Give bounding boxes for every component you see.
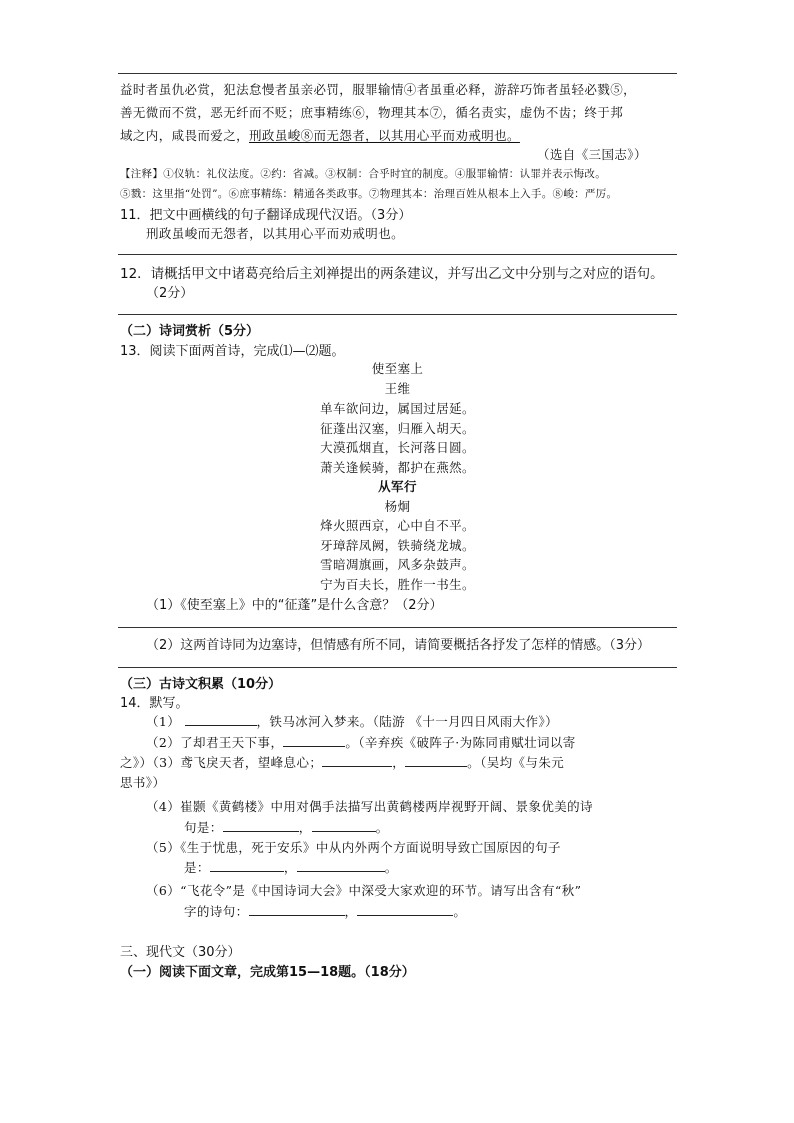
blank-field[interactable] — [297, 860, 385, 872]
passage-line-2: 善无微而不赏，恶无纤而不贬；庶事精练⑥，物理其本⑦，循名责实，虚伪不齿；终于邦 — [120, 105, 624, 120]
passage-line-1: 益时者虽仇必赏，犯法怠慢者虽亲必罚，服罪输情④者虽重必释，游辞巧饰者虽轻必戮⑤， — [120, 82, 637, 97]
poem1-title: 使至塞上 — [371, 361, 424, 376]
note-line-2: ⑤戮：这里指“处罚”。⑥庶事精练：精通各类政事。⑦物理其本：治理百姓从根本上入手。⑧峻：严厉。 — [120, 188, 618, 200]
item-text: ，铁马冰河入梦来。（陆游 《十一月四日风雨大作》） — [256, 714, 559, 729]
item-text: （2）了却君王天下事， — [146, 735, 284, 750]
poem2-line: 牙璋辞凤阙，铁骑绕龙城。 — [320, 538, 475, 553]
blank-field[interactable] — [322, 755, 392, 767]
fill-item-6-answer — [184, 902, 466, 920]
underlined-sentence: 刑政虽峻⑧而无怨者，以其用心平而劝戒明也。 — [249, 128, 520, 143]
poem2-title: 从军行 — [378, 479, 417, 494]
q12-prompt: 12．请概括甲文中诸葛亮给后主刘禅提出的两条建议，并写出乙文中分别与之对应的语句。 — [120, 266, 664, 282]
item-text: ， — [344, 904, 358, 919]
item-text: 。 — [375, 820, 389, 835]
answer-line — [118, 314, 677, 315]
item-text: 之》）（3）鸢飞戾天者，望峰息心； — [120, 755, 323, 770]
poem1-line: 征蓬出汉塞，归雁入胡天。 — [320, 421, 475, 436]
fill-item-1 — [146, 712, 558, 730]
note-line-1: 【注释】①仪轨：礼仪法度。②约：省减。③权制：合乎时宜的制度。④服罪输情：认罪并表示悔改。 — [120, 168, 606, 180]
fill-item-5-answer — [184, 858, 398, 876]
answer-line — [118, 254, 677, 255]
blank-field[interactable] — [185, 714, 257, 726]
poem2-line: 雪暗凋旗画，风多杂鼓声。 — [320, 557, 475, 572]
fill-item-4: （4）崔颢《黄鹤楼》中用对偶手法描写出黄鹤楼两岸视野开阔、景象优美的诗 — [146, 799, 593, 814]
fill-item-2-3 — [120, 753, 564, 771]
blank-field[interactable] — [405, 755, 467, 767]
q13-2-prompt: （2）这两首诗同为边塞诗，但情感有所不同，请简要概括各抒发了怎样的情感。（3分） — [146, 638, 651, 653]
q12-points: （2分） — [146, 286, 194, 301]
poem1-line: 单车欲问边，属国过居延。 — [320, 401, 475, 416]
item-number: （1） — [146, 714, 181, 729]
q14-prompt: 14．默写。 — [120, 696, 189, 711]
blank-field[interactable] — [249, 904, 345, 916]
item-text: 字的诗句： — [184, 904, 249, 919]
poem1-author: 王维 — [384, 381, 411, 396]
item-text: ， — [298, 820, 312, 835]
q13-prompt: 13．阅读下面两首诗，完成⑴—⑵题。 — [120, 344, 345, 359]
item-text: ， — [392, 755, 406, 770]
passage-line-3-start: 域之内，咸畏而爱之， — [120, 128, 250, 143]
fill-item-3-source: 思书》） — [120, 775, 166, 790]
answer-line — [118, 667, 677, 668]
blank-field[interactable] — [283, 735, 345, 747]
section3-heading: （三）古诗文积累（10分） — [120, 677, 282, 692]
part3-subheading: （一）阅读下面文章，完成第15—18题。（18分） — [120, 965, 415, 980]
q13-1-prompt: （1）《使至塞上》中的“征蓬”是什么含意？（2分） — [146, 598, 443, 613]
answer-line — [118, 627, 677, 628]
poem1-line: 大漠孤烟直，长河落日圆。 — [320, 440, 475, 455]
fill-item-2 — [146, 733, 576, 751]
blank-field[interactable] — [223, 820, 299, 832]
blank-field[interactable] — [357, 904, 453, 916]
item-text: 句是： — [184, 820, 223, 835]
fill-item-4-answer — [184, 818, 389, 836]
q11-prompt: 11．把文中画横线的句子翻译成现代汉语。（3分） — [120, 208, 412, 223]
item-text: 。（吴均《与朱元 — [467, 755, 565, 770]
fill-item-5: （5）《生于忧患，死于安乐》中从内外两个方面说明导致亡国原因的句子 — [146, 840, 561, 855]
item-text: ， — [283, 860, 297, 875]
q11-sentence: 刑政虽峻而无怨者，以其用心平而劝戒明也。 — [146, 226, 405, 241]
blank-field[interactable] — [312, 820, 376, 832]
passage-line-3 — [120, 126, 520, 144]
poem1-line: 萧关逢候骑，都护在燕然。 — [320, 460, 475, 475]
item-text: 。 — [384, 860, 398, 875]
top-rule — [118, 73, 677, 74]
poem2-line: 烽火照西京，心中自不平。 — [320, 518, 475, 533]
poem2-author: 杨炯 — [384, 499, 411, 514]
part3-heading: 三、现代文（30分） — [120, 945, 241, 960]
item-text: 。（辛弃疾《破阵子·为陈同甫赋壮词以寄 — [345, 735, 576, 750]
fill-item-6: （6）“飞花令”是《中国诗词大会》中深受大家欢迎的环节。请写出含有“秋” — [146, 883, 582, 898]
item-text: 。 — [453, 904, 467, 919]
item-text: 是： — [184, 860, 210, 875]
blank-field[interactable] — [210, 860, 284, 872]
section2-heading: （二）诗词赏析（5分） — [120, 324, 260, 339]
poem2-line: 宁为百夫长，胜作一书生。 — [320, 577, 475, 592]
passage-source: （选自《三国志》） — [537, 147, 647, 162]
